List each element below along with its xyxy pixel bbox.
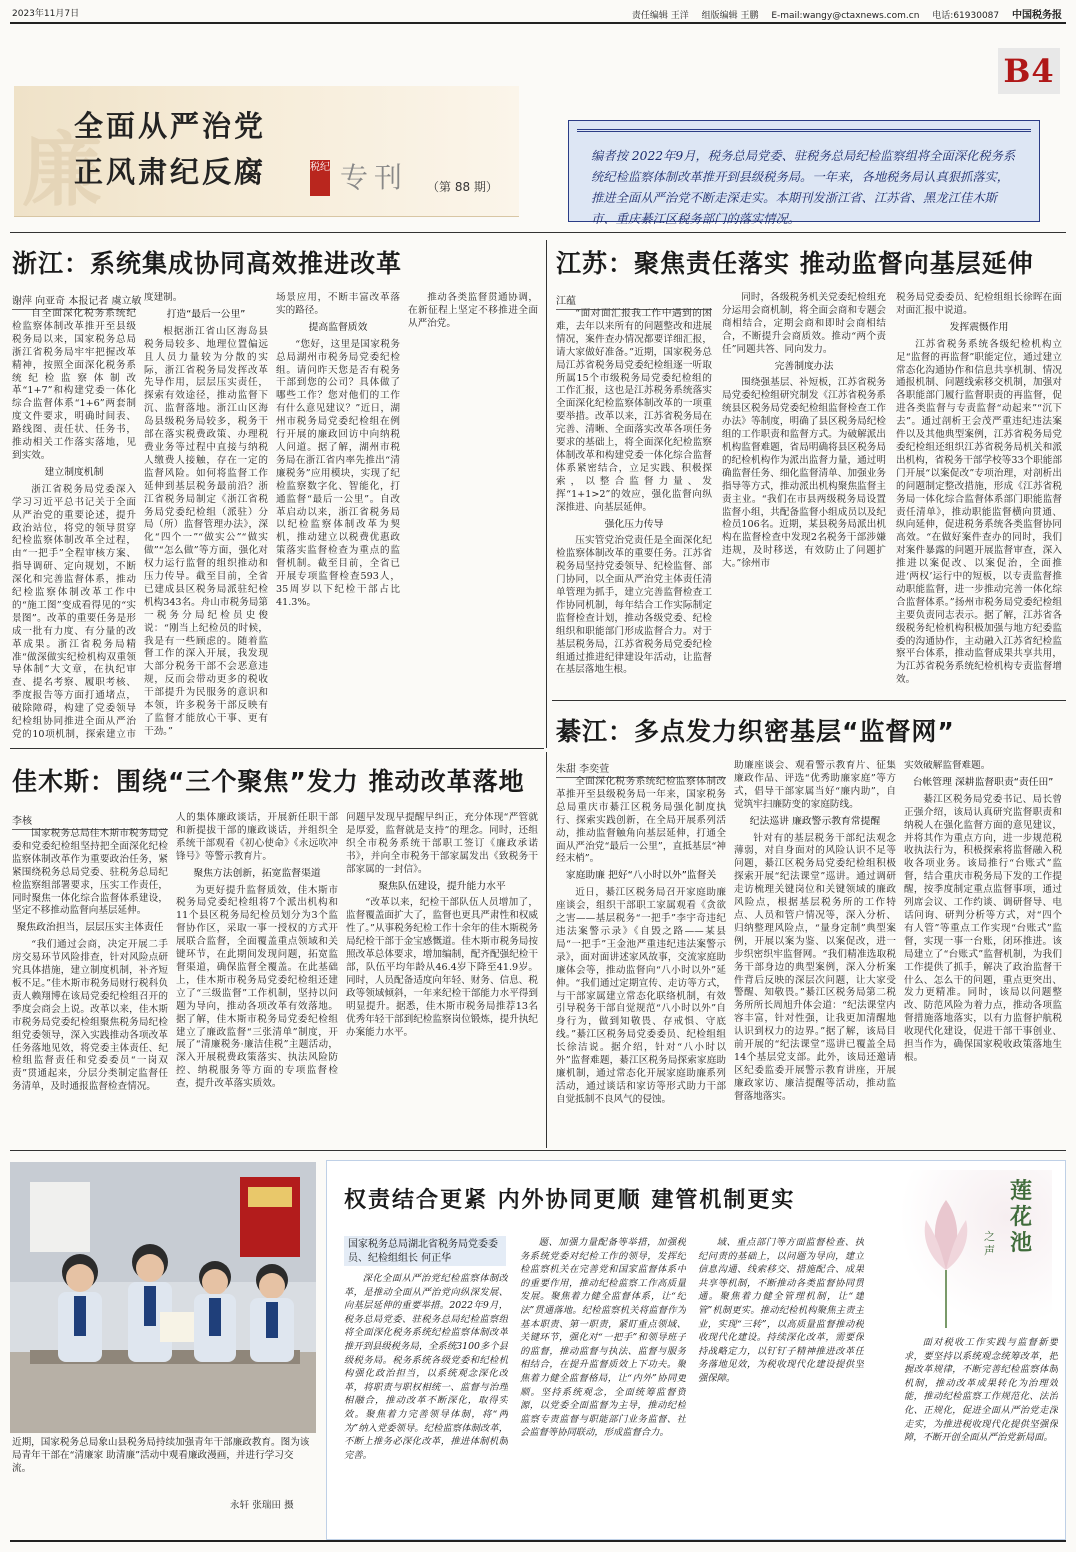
jiangsu-headline: 江苏：聚焦责任落实 推动监督向基层延伸 (556, 249, 1034, 278)
qijiang-paragraph: 近日，綦江区税务局召开家庭助廉座谈会，组织干部职工家属观看《贪欲之害——基层税务“一把手”李宇奇违纪违法案警示录》《自毁之路——某县局“一把手”王金池严重违纪违法案警示录》，面对面讲述家风故事，交流家庭助廉体会等，推动监督向“八小时以外”延伸。“我们通过定期宣传、走访等方式，与干部家属建立常态化联络机制，有效引导税务干部自觉规范“八小时以外”自身行为，做到知敬畏、存戒惧、守底线。”綦江区税务局党委委员、纪检组组长徐洁说。据介绍，针对“八小时以外”监督难题，綦江区税务局探索家庭助廉机制，通过常态化开展家庭助廉系列活动，通过谈话和家访等形式助力干部自觉抵制不良风气的侵蚀。 (556, 887, 726, 1105)
jiangsu-subhead: 完善制度办法 (774, 360, 834, 372)
page-header (10, 0, 1066, 24)
banner-title-line-1: 全面从严治党 (74, 109, 267, 143)
section-divider (10, 1150, 1066, 1151)
jiangsu-byline: 江蕴 (556, 292, 712, 310)
jiangsu-subhead: 发挥震慑作用 (949, 321, 1009, 333)
jiangsu-subhead: 强化压力传导 (604, 518, 664, 530)
qijiang-paragraph: 实效破解监督难题。 (904, 760, 991, 771)
column-divider (546, 240, 547, 748)
jiamusi-byline: 李核 (12, 812, 168, 830)
zhejiang-subhead: 建立制度机制 (44, 466, 104, 478)
qijiang-column-3 (904, 760, 1062, 1144)
newspaper-name: 中国税务报 (1012, 10, 1062, 21)
banner-issue-number: （第 88 期） (427, 180, 498, 194)
section-divider (552, 700, 1066, 701)
zhejiang-headline: 浙江：系统集成协同高效推进改革 (12, 249, 403, 278)
jiangsu-column-2 (722, 292, 886, 692)
commentary-column-2: 题、加强力量配备等举措，加强税务系统党委对纪检工作的领导，发挥纪检监察机关在完善党和国家监督体系中的重要作用，推动纪检监察工作高质量发展。聚焦着力健全监督体系，让“纪法”贯通落地。纪检监察机关将监督作为基本职责、第一职责，紧盯重点领域、关键环节，强化对“一把手”和领导班子的监督，推动监督与执法、监督与服务相结合，在提升监督质效上下功夫。聚焦着力健全监督格局，让“内外”协同更顺。坚持系统观念，全面统筹监督资源，以党委全面监督为主导，推动纪检监察专责监督与职能部门业务监督、社会监督等协同联动，形成监督合力。 (520, 1237, 686, 1439)
section-divider (10, 232, 1066, 233)
jiamusi-subhead: 聚焦政治担当，层层压实主体责任 (16, 922, 164, 934)
jiamusi-column-3 (346, 812, 538, 1144)
zhejiang-paragraph: 场景应用，不断丰富改革落实的路径。 (276, 292, 400, 316)
qijiang-column-1 (556, 776, 726, 1144)
page-number-badge: B4 (998, 48, 1060, 94)
jiamusi-paragraph: 人的集体廉政谈话，开展新任职干部和新提拔干部的廉政谈话，并组织全系统干部观看《初心使命》《永远吹冲锋号》等警示教育片。 (176, 812, 338, 862)
zhejiang-paragraph: 自全面深化税务系统纪检监察体制改革推开至县级税务局以来，国家税务总局浙江省税务局牢牢把握改革精神，按照全面深化税务系统纪检监察体制改革“1+7”和构建党委一体化综合监督体系“1+6”两套制度文件要求，明确时间表、路线图、责任状、任务书，推动相关工作落实落地，见到实效。 (12, 308, 136, 461)
jiangsu-column-3 (896, 292, 1062, 692)
page-bottom-rule (10, 1540, 1066, 1542)
jiangsu-column-1 (556, 308, 712, 692)
commentary-column-4: 面对税收工作实践与监督新要求，要坚持以系统观念统筹改革，把握改革规律，不断完善纪检监察体制机制，推动改革成果转化为治理效能，推动纪检监察工作规范化、法治化、正规化，促进全面从严治党走深走实，为推进税收现代化提供坚强保障，不断开创全面从严治党新局面。 (904, 1337, 1058, 1444)
column-logo-lotus (902, 1170, 1052, 1330)
photo-illustration (10, 1162, 316, 1433)
jiamusi-subhead: 聚焦方法创新，拓宽监督渠道 (193, 867, 321, 879)
banner-special-label: 专刊 (340, 161, 409, 194)
zhejiang-paragraph: “您好，这里是国家税务总局湖州市税务局党委纪检组。请问昨天您是否有税务干部到您的公司？具体做了哪些工作？您对他们的工作有什么意见建议？”近日，湖州市税务局党委纪检组在例行开展的廉政回访中向纳税人问道。据了解，湖州市税务局在浙江省内率先推出“清廉税务”应用模块，实现了纪检监察数字化、智能化，打通监督“最后一公里”。自改革启动以来，浙江省税务局以纪检监察体制改革为契机，推动建立以税费优惠政策落实监督检查为重点的监督机制。截至目前，全省已开展专项监督检查593人，35周岁以下纪检干部占比41.3%。 (276, 338, 400, 608)
commentary-author: 国家税务总局湖北省税务局党委委员、纪检组组长 何正华 (344, 1236, 506, 1266)
header-editor: 责任编辑 王洋 (631, 11, 689, 21)
editor-note-box (568, 120, 1040, 226)
banner-title-line-2: 正风肃纪反腐 (74, 155, 267, 189)
qijiang-paragraph: 全面深化税务系统纪检监察体制改革推开至县级税务局一年来，国家税务总局重庆市綦江区税务局强化制度执行、探索实践创新，在全局开展系列活动，推动监督触角向基层延伸，打通全面从严治党“最后一公里”，直抵基层“神经末梢”。 (556, 776, 726, 865)
zhejiang-paragraph: 根据浙江省山区海岛县税务局较多、地理位置偏远且人员力量较为分散的实际，浙江省税务局发挥改革先导作用，层层压实责任，探索有效途径，推动监督下沉、监督落地。浙江山区海岛县级税务局较多，税务干部在落实税费政策、办理税费业务等过程中直接与纳税人缴费人接触，存在一定的监督风险。如何将监督工作延伸到基层税务最前沿？浙江省税务局制定《浙江省税务局党委纪检组（派驻）分局（所）监督管理办法》，深化“四个一”“做实公”“做实做”“怎么做”等方面，强化对权力运行监督的组织推动和压力传导。截至目前，全省已建成县区税务局派驻纪检机构343名。舟山市税务局第一税务分局纪检员史俊说：“刚当上纪检员的时候，我是有一些顾虑的。随着监督工作的深入开展，我发现大部分税务干部不会恶意违规，反而会带动更多的税收干部提升为民服务的意识和本领，许多税务干部反映有了监督才能放心干事、更有干劲。” (144, 325, 268, 737)
qijiang-paragraph: 针对有的基层税务干部纪法观念薄弱，对自身面对的风险认识不足等问题，綦江区税务局党委纪检组积极探索开展“纪法课堂”巡讲。通过调研走访梳理关键岗位和关键领域的廉政风险点，根据基层税务所的工作特点、人员和管户情况等，深入分析、归纳整理风险点，“量身定制”典型案例，开展以案为鉴、以案促改，进一步织密织牢监督网。“我们精准选取税务干部身边的典型案例，深入分析案件背后反映的深层次问题，让大家受警醒、知敬畏。”綦江区税务局第二税务所所长周旭升体会道：“纪法课堂内容丰富，针对性强，让我更加清醒地认识到权力的边界。”据了解，该局目前开展的“纪法课堂”巡讲已覆盖全局14个基层党支部。此外，该局还邀请区纪委监委开展警示教育讲座，开展廉政家访、廉洁提醒等活动，推动监督落地落实。 (734, 832, 896, 1102)
section-divider (10, 748, 544, 749)
qijiang-headline: 綦江：多点发力织密基层“监督网” (556, 717, 955, 746)
banner-seal-icon: 税纪 (310, 160, 330, 196)
jiamusi-paragraph: “我们通过会商，决定开展二手房交易环节风险排查，针对风险点研究具体措施，建立制度机制，补齐短板不足。”佳木斯市税务局财行税科负责人赖翔博在该局党委纪检组召开的季度会商会上说。改革以来，佳木斯市税务局党委纪检组聚焦税务局纪检组党委领导，深入实践推动各项改革任务落地见效，将党委主体责任、纪检组监督责任和党委委员“一岗双责”贯通起来，分层分类制定监督任务清单，及时通报监督检查情况。 (12, 939, 168, 1093)
editor-note-text: 编者按 2022年9月，税务总局党委、驻税务总局纪检监察组将全面深化税务系统纪检监察体制改革推开到县级税务局。一年来，各地税务局认真狠抓落实，推进全面从严治党不断走深走实。本期刊发浙江省、江苏省、黑龙江佳木斯市、重庆綦江区税务部门的落实情况。 (577, 129, 1031, 213)
jiamusi-paragraph: 为更好提升监督质效，佳木斯市税务局党委纪检组将7个派出机构和11个县区税务局纪检员划分为3个监督协作区，采取一事一授权的方式开展联合监督，全面覆盖重点领域和关键环节，在此期间发现问题，拓宽监督渠道，确保监督全覆盖。在此基础上，佳木斯市税务局党委纪检组还建立了“三级监督”工作机制，坚持以问题为导向，推动各项改革有效落地。据了解，佳木斯市税务局党委纪检组建立了廉政监督“三张清单”制度，开展了“清廉税务·廉洁佳税”主题活动，深入开展税费政策落实、执法风险防控、纳税服务等方面的专项监督检查，提升改革落实质效。 (176, 884, 338, 1090)
banner-decorative-glyph: 廉 (22, 123, 102, 217)
news-photo (10, 1162, 316, 1433)
qijiang-subhead: 家庭助廉 把好“八小时以外”监督关 (565, 870, 717, 882)
qijiang-paragraph: 綦江区税务局党委书记、局长曾正强介绍，该局认真研究监督职责和纳税人在强化监督方面的意见建议，并将其作为重点方向，进一步规范税收执法行为，积极探索将监督融入税收各项业务。该局推行“台账式”监督，结合重庆市税务局下发的工作提醒，按季度制定重点监督事项，通过列席会议、工作约谈、调研督导、电话问询、研判分析等方式，对“四个有人管”等重点工作实现“台账式”监督，实现一事一台账，闭环推进。该局建立了“台账式”监督机制，为我们工作提供了抓手，解决了政治监督干什么、怎么干的问题，重点更突出、发力更精准。同时，该局以问题整改、防范风险为着力点，推动各项监督措施落地落实，以有力监督护航税收现代化建设，促进干部干事创业、担当作为，确保国家税收政策落地生根。 (904, 793, 1062, 1063)
zhejiang-subhead: 提高监督质效 (308, 321, 368, 333)
commentary-column-1: 深化全面从严治党纪检监察体制改革，是推动全面从严治党向纵深发展、向基层延伸的重要举措。2022年9月，税务总局党委、驻税务总局纪检监察组将全面深化税务系统纪检监察体制改革推开到县级税务局，全系统3100多个县级税务局。税务系统各级党委和纪检机构强化政治担当，以系统观念深化改革，将职责与职权相统一、监督与治理相融合，推动改革不断深化，取得实效。聚焦着力完善领导体制，将“两为”纳入党委领导。纪检监察体制改革，不断上推务必深化改革，推进体制机制完善。 (344, 1273, 508, 1461)
zhejiang-byline: 谢萍 向亚奇 本报记者 虞立敏 (12, 292, 136, 310)
qijiang-byline: 朱甜 李奕萱 (556, 760, 726, 778)
jiamusi-paragraph: “改革以来，纪检干部队伍人员增加了，监督覆盖面扩大了，监督也更具严肃性和权威性了。”从事税务纪检工作十余年的佳木斯税务局纪检干部于金宝感慨道。佳木斯市税务局按照改革总体要求，增加编制，配齐配强纪检干部，队伍平均年龄从46.4岁下降至41.9岁。同时，人员配备适度向年轻、财务、信息、税政等领域倾斜，一年来纪检干部能力水平得到明显提升。据悉，佳木斯市税务局推荐13名优秀年轻干部到纪检监察岗位锻炼，提升执纪办案能力水平。 (346, 897, 538, 1038)
qijiang-column-2 (734, 760, 896, 1144)
header-credits (622, 6, 1062, 21)
photo-caption: 近期，国家税务总局象山县税务局持续加强青年干部廉政教育。图为该局青年干部在“清廉家 助清廉”活动中观看廉政漫画，并进行学习交流。 (12, 1437, 310, 1474)
header-phone: 电话:61930087 (932, 11, 1000, 21)
jiangsu-paragraph: 压实管党治党责任是全面深化纪检监察体制改革的重要任务。江苏省税务局坚持党委领导、纪检监督、部门协同，以全面从严治党主体责任清单管理为抓手，建立完善监督检查工作协同机制，每年结合工作实际制定监督检查计划，推动各级党委、纪检组织和职能部门形成监督合力。对于基层税务局，江苏省税务局党委纪检组通过推进纪律建设年活动，让监督在基层落地生根。 (556, 535, 712, 676)
qijiang-subhead: 纪法巡讲 廉政警示教育常提醒 (749, 815, 881, 827)
jiamusi-column-2 (176, 812, 338, 1144)
jiamusi-paragraph: 问题早发现早提醒早纠正，充分体现“严管就是厚爱，监督就是支持”的理念。同时，还组织全市税务系统干部职工签订《廉政承诺书》，并向全市税务干部家属发出《致税务干部家属的一封信》。 (346, 812, 538, 875)
zhejiang-paragraph: 度建制。 (144, 292, 183, 303)
issue-date: 2023年11月7日 (12, 9, 80, 19)
lotus-column-subname: 之声 (984, 1230, 995, 1257)
commentary-headline: 权责结合更紧 内外协同更顺 建管机制更实 (344, 1188, 796, 1213)
jiangsu-paragraph: 围绕强基层、补短板，江苏省税务局党委纪检组研究制发《江苏省税务系统县区税务局党委纪检组监督检查工作办法》等制度，明确了县区税务局纪检组的工作职责和监督方式。为破解派出机构监督难题，省局明确将县区税务局的纪检机构作为派出监督力量，通过明确监督任务、细化监督清单、加强业务指导等方式，推动派出机构聚焦监督主责主业。“我们在市县两级税务局设置监督小组，共配备监督小组成员以及纪检员106名。近期，某县税务局派出机构在监督检查中发现2名税务干部涉嫌违规，及时移送，有效防止了问题扩大。”徐州市 (722, 377, 886, 570)
jiamusi-headline: 佳木斯：围绕“三个聚焦”发力 推动改革落地 (12, 767, 525, 796)
column-banner (14, 86, 519, 217)
jiamusi-paragraph: 国家税务总局佳木斯市税务局党委和党委纪检组坚持把全面深化纪检监察体制改革作为重要政治任务，紧紧围绕税务总局党委、驻税务总局纪检监察组部署要求，压实工作责任，同时聚焦一体化综合监督体系建设，坚定不移推动监督向基层延伸。 (12, 828, 168, 917)
qijiang-paragraph: 助廉座谈会、观看警示教育片、征集廉政作品、评选“优秀助廉家庭”等方式，倡导干部家属当好“廉内助”，自觉筑牢扫廉防变的家庭防线。 (734, 760, 896, 810)
lotus-column-name: 莲花池 (1010, 1178, 1033, 1256)
jiangsu-paragraph: “面对面汇报我工作中遇到的困难，去年以来所有的问题整改和进展情况，案件查办情况都要详细汇报，请大家做好准备。”近期，国家税务总局江苏省税务局党委纪检组逐一听取所属15个市级税务局党委纪检组的工作汇报，这也是江苏税务系统落实全面深化纪检监察体制改革的一项重要举措。改革以来，江苏省税务局在完善、清晰、全面落实改革各项任务要求的基础上，将全面深化纪检监察体制改革和构建党委一体化综合监督体系紧密结合，立足实践、积极探索，以整合监督力量、发挥“1+1>2”的效应，强化监督向纵深推进、向基层延伸。 (556, 308, 712, 513)
zhejiang-column-2 (144, 292, 268, 740)
zhejiang-column-3 (276, 292, 400, 740)
column-divider (546, 752, 547, 1148)
jiamusi-subhead: 聚焦队伍建设，提升能力水平 (378, 880, 506, 892)
header-email: E-mail:wangy@ctaxnews.com.cn (771, 11, 920, 21)
jiamusi-column-1 (12, 828, 168, 1144)
zhejiang-paragraph: 推动各类监督贯通协调，在新征程上坚定不移推进全面从严治党。 (408, 292, 538, 329)
zhejiang-subhead: 打造“最后一公里” (166, 308, 246, 320)
jiangsu-paragraph: 江苏省税务系统各级纪检机构立足“监督的再监督”职能定位，通过建立常态化沟通协作和信息共享机制、情况通报机制、问题线索移交机制，加强对各职能部门履行监督职责的再监督，促进各类监督与专责监督“动起来”“沉下去”。通过剖析王会茂严重违纪违法案件以及其他典型案例，江苏省税务局党委纪检组还组织江苏省税务局机关和派出机构，省税务干部学校等33个职能部门开展“以案促改”专项治理，对剖析出的问题制定整改措施，形成《江苏省税务局一体化综合监督体系部门职能监督责任清单》，推动职能监督横向贯通、纵向延伸，促进税务系统各类监督协同高效。“在做好案件查办的同时，我们对案件暴露的问题开展监督审查，深入推进以案促改、以案促治，全面推进‘两权’运行中的短板，以专责监督推动职能监督，进一步推动完善一体化综合监督体系。”扬州市税务局党委纪检组主要负责同志表示。据了解，江苏省各级税务纪检机构积极加强与地方纪委监委的沟通协作，主动融入江苏省纪检监察平台体系，推动监督成果共享共用，为江苏省税务系统纪检机构专责监督增效。 (896, 338, 1062, 686)
jiangsu-paragraph: 同时，各级税务机关党委纪检组充分运用会商机制，将全面会商和专题会商相结合，定期会商和即时会商相结合，不断提升会商质效。推动“两个责任”同题共答、同向发力。 (722, 292, 886, 355)
photo-credit: 永轩 张瑞田 摄 (230, 1500, 294, 1511)
qijiang-subhead: 台帐管理 深耕监督职责“责任田” (912, 776, 1054, 788)
zhejiang-paragraph: 浙江省税务局党委深入学习习近平总书记关于全面从严治党的重要论述，提升政治站位，将党的领导贯穿纪检监察体制改革全过程，由“一把手”全程审核方案、指导调研、定向规划，不断深化和完善监督体系，推动纪检监察体制改革工作中的“施工图”变成看得见的“实景图”。改革的重要任务是形成一批有力度、有分量的改革成果。浙江省税务局精准“做深做实纪检机构双重领导体制”大文章，在执纪审查、提名考察、履职考核、季度报告等方面打通堵点，破除障碍，构建了党委领导纪检组协同推进全面从严治党的10项机制，探索建立市 (12, 483, 136, 740)
zhejiang-column-4 (408, 292, 538, 740)
lotus-icon (906, 1180, 986, 1330)
zhejiang-column-1 (12, 308, 136, 740)
commentary-column-3: 域、重点部门等方面监督检查、执纪问责的基础上，以问题为导向，建立信息沟通、线索移交、措施配合、成果共享等机制，不断推动各类监督协同贯通。聚焦着力健全管理机制，让“建管”机制更实。推动纪检机构聚焦主责主业，实现“三转”，以高质量监督推动税收现代化建设。持续深化改革，需要保持战略定力，以钉钉子精神推进改革任务落地见效，为税收现代化建设提供坚强保障。 (698, 1237, 864, 1384)
header-layout-editor: 组版编辑 王鹏 (701, 11, 759, 21)
jiangsu-paragraph: 税务局党委委员、纪检组组长徐晖在面对面汇报中说道。 (896, 292, 1062, 316)
